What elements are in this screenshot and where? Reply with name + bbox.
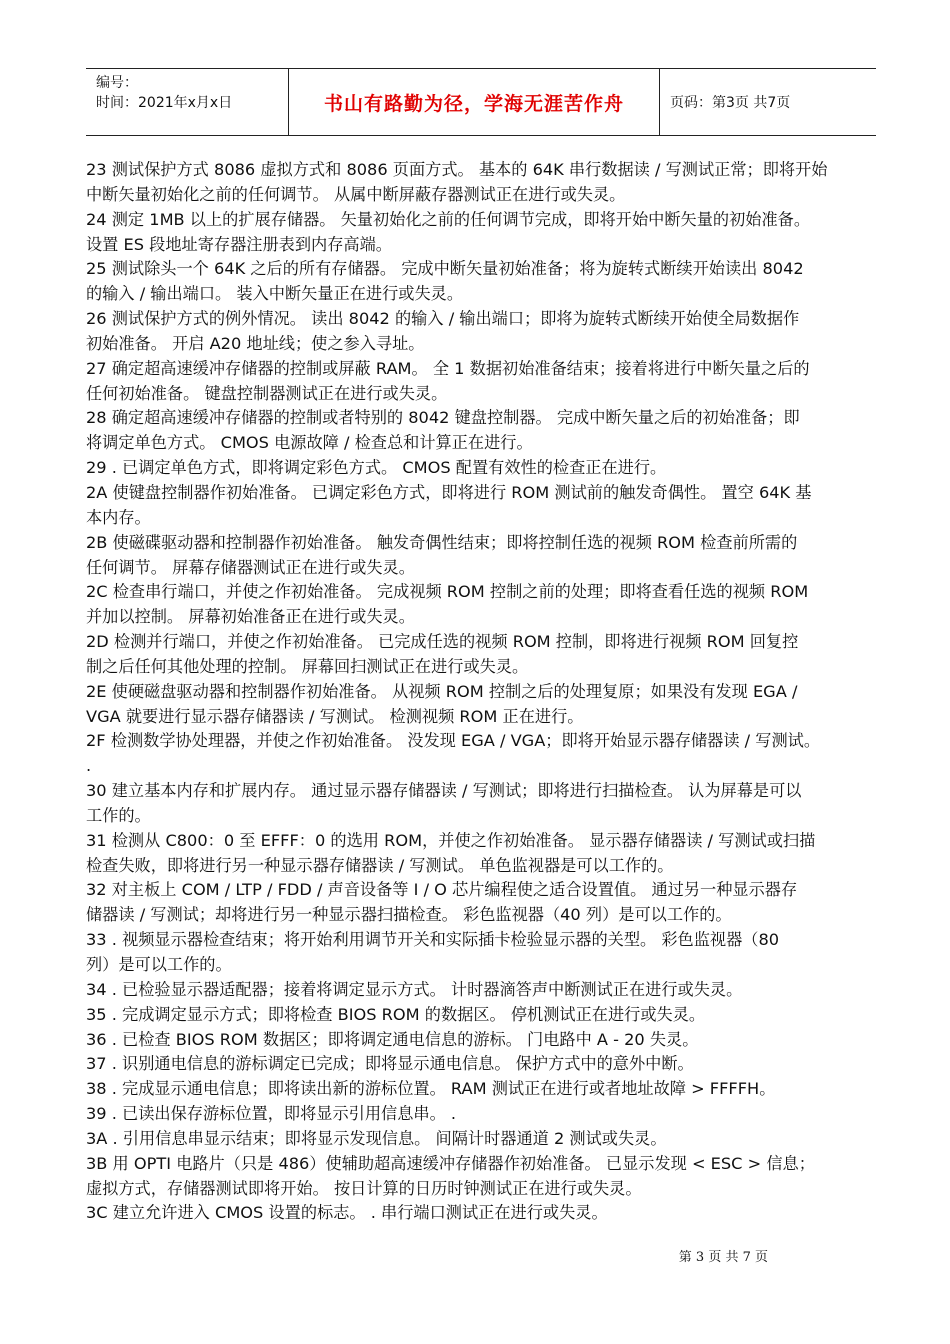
text-line: 中断矢量初始化之前的任何调节。 从属中断屏蔽存器测试正在进行或失灵。	[86, 184, 626, 204]
text-line: 31 检测从 C800：0 至 EFFF：0 的选用 ROM，并使之作初始准备。 显示器存储器读 / 写测试或扫描	[86, 830, 816, 850]
text-line: 检查失败，即将进行另一种显示器存储器读 / 写测试。 单色监视器是可以工作的。	[86, 855, 674, 875]
text-line: 将调定单色方式。 CMOS 电源故障 / 检查总和计算正在进行。	[86, 433, 533, 453]
header-meta	[86, 69, 288, 135]
text-line: 3B 用 OPTI 电路片（只是 486）使辅助超高速缓冲存储器作初始准备。 已显示发现 < ESC > 信息；	[86, 1153, 815, 1173]
text-line: 2F 检测数学协处理器，并使之作初始准备。 没发现 EGA / VGA；即将开始显示器存储器读 / 写测试。	[86, 731, 821, 751]
text-line: 28 确定超高速缓冲存储器的控制或者特别的 8042 键盘控制器。 完成中断矢量之后的初始准备；即	[86, 408, 800, 428]
page-footer	[0, 1246, 950, 1265]
text-line: 并加以控制。 屏幕初始准备正在进行或失灵。	[86, 607, 415, 627]
text-line: 3A . 引用信息串显示结束；即将显示发现信息。 间隔计时器通道 2 测试或失灵。	[86, 1128, 667, 1148]
text-line: 27 确定超高速缓冲存储器的控制或屏蔽 RAM。 全 1 数据初始准备结束；接着将进行中断矢量之后的	[86, 358, 810, 378]
header-motto: 书山有路勤为径，学海无涯苦作舟	[288, 69, 660, 135]
text-line: 任何调节。 屏幕存储器测试正在进行或失灵。	[86, 557, 415, 577]
text-line: 3C 建立允许进入 CMOS 设置的标志。 . 串行端口测试正在进行或失灵。	[86, 1203, 608, 1223]
text-line: 32 对主板上 COM / LTP / FDD / 声音设备等 I / O 芯片编程使之适合设置值。 通过另一种显示器存	[86, 880, 798, 900]
text-line: 33 . 视频显示器检查结束；将开始利用调节开关和实际插卡检验显示器的关型。 彩色监视器（80	[86, 930, 780, 950]
header-page-label: 页码：第3页 共7页	[670, 95, 791, 111]
text-line: 23 测试保护方式 8086 虚拟方式和 8086 页面方式。 基本的 64K 串行数据读 / 写测试正常；即将开始	[86, 160, 828, 179]
text-line: 30 建立基本内存和扩展内存。 通过显示器存储器读 / 写测试；即将进行扫描检查。 认为屏幕是可以	[86, 781, 802, 801]
text-line: 36 . 已检查 BIOS ROM 数据区；即将调定通电信息的游标。 门电路中 A - 20 失灵。	[86, 1029, 699, 1049]
text-line: 工作的。	[86, 805, 151, 825]
footer-page-number: 第 3 页 共 7 页	[678, 1250, 768, 1265]
text-line: 2B 使磁碟驱动器和控制器作初始准备。 触发奇偶性结束；即将控制任选的视频 ROM 检查前所需的	[86, 532, 798, 552]
text-line: 2E 使硬磁盘驱动器和控制器作初始准备。 从视频 ROM 控制之后的处理复原；如果没有发现 EGA /	[86, 681, 798, 701]
text-line: 本内存。	[86, 507, 151, 527]
text-line: 设置 ES 段地址寄存器注册表到内存高端。	[86, 234, 392, 254]
text-line: 2D 检测并行端口，并使之作初始准备。 已完成任选的视频 ROM 控制，即将进行视频 ROM 回复控	[86, 632, 799, 652]
text-line: 列）是可以工作的。	[86, 955, 232, 974]
text-line: 26 测试保护方式的例外情况。 读出 8042 的输入 / 输出端口；即将为旋转式断续开始使全局数据作	[86, 309, 800, 329]
text-line: 2A 使键盘控制器作初始准备。 已调定彩色方式，即将进行 ROM 测试前的触发奇偶性。 置空 64K 基	[86, 482, 812, 502]
text-line: 储器读 / 写测试；却将进行另一种显示器扫描检查。 彩色监视器（40 列）是可以工作的。	[86, 905, 732, 925]
text-line: 29 . 已调定单色方式，即将调定彩色方式。 CMOS 配置有效性的检查正在进行。	[86, 458, 667, 478]
text-line: 35 . 完成调定显示方式；即将检查 BIOS ROM 的数据区。 停机测试正在进行或失灵。	[86, 1004, 706, 1024]
text-line: 37 . 识别通电信息的游标调定已完成；即将显示通电信息。 保护方式中的意外中断。	[86, 1054, 694, 1074]
text-line: 39 . 已读出保存游标位置，即将显示引用信息串。 .	[86, 1104, 457, 1124]
text-line: VGA 就要进行显示器存储器读 / 写测试。 检测视频 ROM 正在进行。	[86, 706, 584, 726]
text-line: 34 . 已检验显示器适配器；接着将调定显示方式。 计时器滴答声中断测试正在进行或失灵。	[86, 979, 743, 999]
text-line: 的输入 / 输出端口。 装入中断矢量正在进行或失灵。	[86, 284, 464, 304]
text-line: .	[86, 756, 92, 776]
page-header	[86, 68, 876, 136]
text-line: 任何初始准备。 键盘控制器测试正在进行或失灵。	[86, 383, 448, 403]
document-body	[86, 158, 916, 1226]
text-line: 24 测定 1MB 以上的扩展存储器。 矢量初始化之前的任何调节完成，即将开始中断矢量的初始准备。	[86, 209, 811, 229]
text-line: 初始准备。 开启 A20 地址线；使之参入寻址。	[86, 333, 425, 353]
document-number-label: 编号：	[96, 75, 138, 91]
text-line: 制之后任何其他处理的控制。 屏幕回扫测试正在进行或失灵。	[86, 656, 529, 676]
document-time-label: 时间：2021年x月x日	[96, 95, 233, 111]
text-line: 虚拟方式，存储器测试即将开始。 按日计算的日历时钟测试正在进行或失灵。	[86, 1178, 642, 1198]
text-line: 25 测试除头一个 64K 之后的所有存储器。 完成中断矢量初始准备；将为旋转式断续开始读出 8042	[86, 259, 804, 279]
text-line: 2C 检查串行端口，并使之作初始准备。 完成视频 ROM 控制之前的处理；即将查看任选的视频 ROM	[86, 582, 809, 602]
text-line: 38 . 完成显示通电信息；即将读出新的游标位置。 RAM 测试正在进行或者地址故障 > FFFFH。	[86, 1079, 776, 1099]
